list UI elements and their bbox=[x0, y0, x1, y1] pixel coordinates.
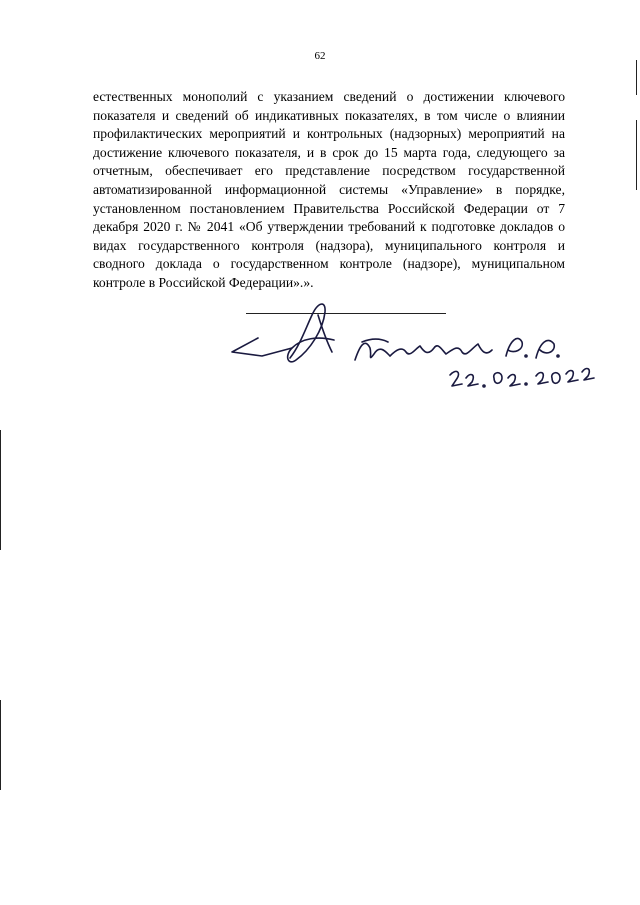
scan-edge-mark bbox=[0, 700, 1, 790]
scan-edge-mark bbox=[636, 60, 637, 95]
scan-edge-mark bbox=[636, 120, 637, 190]
page-number: 62 bbox=[314, 50, 326, 62]
scan-edge-mark bbox=[0, 430, 1, 550]
paragraph: естественных монополий с указанием сведений о достижении ключевого показателя и сведений об индикативных показателях, в том числе о влиянии профилактических мероприятий и контрольных (надзорных) мероприятий на достижение ключевого показателя, и в срок до 15 марта года, следующего за отчетным, обеспечивает его представление посредством государственной автоматизированной информационной системы «Управление» в порядке, установленном постановлением Правительства Российской Федерации от 7 декабря 2020 г. № 2041 «Об утверждении требований к подготовке докладов о видах государственного контроля (надзора), муниципального контроля и сводного доклада о государственном контроле (надзоре), муниципальном контроле в Российской Федерации».». bbox=[93, 89, 565, 290]
handwritten-signature bbox=[0, 0, 640, 400]
